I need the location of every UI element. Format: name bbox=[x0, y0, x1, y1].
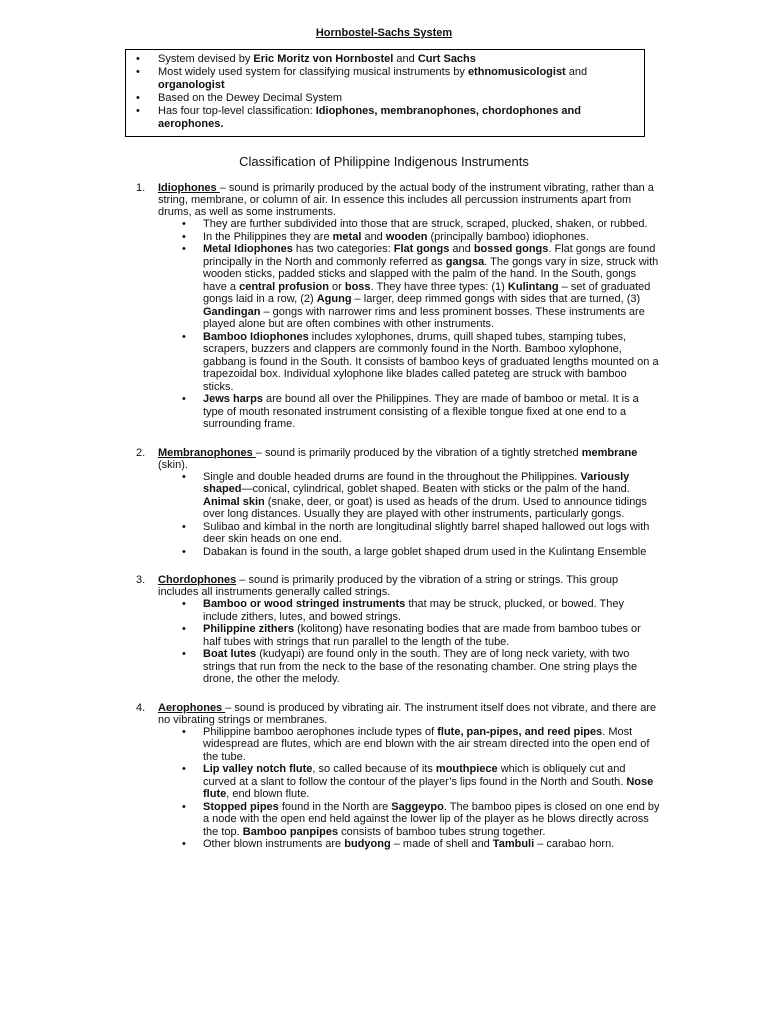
summary-item bbox=[130, 105, 638, 131]
bold-text: Philippine zithers bbox=[203, 623, 295, 635]
bold-text: Saggeypo bbox=[391, 800, 444, 813]
text-span: , end blown flute. bbox=[226, 788, 310, 800]
bold-text: Stopped pipes bbox=[203, 800, 279, 813]
bullet-icon: • bbox=[182, 648, 186, 660]
bullet-item bbox=[130, 471, 660, 521]
text-span: Philippine bamboo aerophones include types of bbox=[203, 725, 438, 738]
text-span: that may be struck, plucked, or bowed. They include zithers, lutes, and bowed strings. bbox=[203, 598, 624, 623]
section-number: 2. bbox=[136, 446, 146, 459]
text-span: They are further subdivided into those that are struck, scraped, plucked, shaken, or rubbed. bbox=[203, 218, 648, 230]
bullet-item bbox=[130, 648, 660, 686]
bold-text: Boat lutes bbox=[203, 648, 257, 660]
bullet-item bbox=[130, 521, 660, 546]
text-span: includes xylophones, drums, quill shaped tubes, stamping tubes, scrapers, buzzers and clappers are commonly found in the North. Bamboo xylophone, gabbang is found in the South. It consists of bamboo keys of graduated lengths mounted on a trapezoidal box. Individual xylophone like blades called pateteg are struck with bamboo sticks. bbox=[203, 330, 659, 393]
bullet-item bbox=[130, 231, 660, 244]
bullet-icon: • bbox=[182, 545, 186, 558]
bullet-list bbox=[130, 598, 660, 686]
text-span: – carabao horn. bbox=[534, 838, 615, 850]
section-term: Membranophones bbox=[158, 446, 256, 459]
text-span: has two categories: bbox=[292, 243, 394, 255]
classification-section bbox=[130, 182, 660, 431]
bold-text: Tambuli bbox=[492, 838, 535, 850]
text-span: System devised by bbox=[158, 53, 254, 65]
term-dash: – bbox=[236, 574, 246, 586]
bold-text: wooden bbox=[385, 230, 428, 243]
bold-text: Bamboo Idiophones bbox=[203, 330, 309, 343]
bullet-icon: • bbox=[182, 800, 186, 813]
text-span: which is obliquely cut and curved at a slant to follow the contour of the player’s lips found in the North and South. bbox=[203, 763, 627, 788]
bold-text: flute, pan-pipes, and reed pipes bbox=[437, 725, 603, 738]
text-span: Other blown instruments are bbox=[203, 838, 345, 850]
bullet-icon: • bbox=[182, 470, 186, 483]
text-span: . Most widespread are flutes, which are end blown with the air stream directed into the open end of the tube. bbox=[203, 725, 650, 763]
bullet-icon: • bbox=[136, 92, 140, 104]
bold-text: Animal skin bbox=[203, 495, 265, 508]
classification-list bbox=[130, 182, 660, 867]
text-span: Sulibao and kimbal in the north are longitudinal slightly barrel shaped hallowed out logs with deer skin heads on one end. bbox=[203, 520, 650, 545]
bold-text: Metal Idiophones bbox=[203, 243, 293, 255]
bold-text: bossed gongs bbox=[473, 243, 549, 255]
section-definition-text: sound is primarily produced by the vibration of a tightly stretched bbox=[261, 446, 582, 459]
bold-text: Kulintang bbox=[507, 280, 559, 293]
summary-item bbox=[130, 66, 638, 92]
text-span: . The gongs vary in size, struck with wooden sticks, padded sticks and slapped with the palm of the hand. In the South, gongs have a bbox=[203, 255, 659, 293]
section-definition-tail: (skin). bbox=[158, 458, 188, 471]
term-dash: – bbox=[255, 446, 262, 459]
bullet-icon: • bbox=[182, 838, 186, 850]
section-definition bbox=[130, 702, 660, 726]
bullet-item bbox=[130, 546, 660, 559]
bullet-item bbox=[130, 801, 660, 839]
classification-section bbox=[130, 702, 660, 851]
text-span: . The bamboo pipes is closed on one end by a node with the open end held against the lower lip of the player as he blows directly across the top. bbox=[203, 800, 660, 838]
bullet-icon: • bbox=[182, 763, 186, 775]
bullet-list bbox=[130, 218, 660, 431]
bullet-icon: • bbox=[182, 598, 186, 610]
bold-text: metal bbox=[332, 230, 362, 243]
bold-text: membrane bbox=[581, 446, 638, 459]
text-span: and bbox=[361, 230, 386, 243]
bold-text: Flat gongs bbox=[393, 243, 450, 255]
text-span: and bbox=[393, 53, 418, 65]
bullet-icon: • bbox=[182, 623, 186, 635]
text-span: Dabakan is found in the south, a large goblet shaped drum used in the Kulintang Ensemble bbox=[203, 545, 647, 558]
text-span: (principally bamboo) idiophones. bbox=[427, 230, 589, 243]
section-heading: Classification of Philippine Indigenous Instruments bbox=[239, 154, 529, 169]
section-term: Idiophones bbox=[158, 182, 220, 194]
section-definition-text: sound is primarily produced by the vibration of a string or strings. This group includes all instruments generally called strings. bbox=[158, 574, 619, 598]
bold-text: Lip valley notch flute bbox=[203, 763, 313, 775]
summary-list bbox=[130, 53, 638, 131]
bold-text: ethnomusicologist bbox=[467, 66, 566, 78]
bold-text: Agung bbox=[316, 293, 352, 305]
term-dash: – bbox=[219, 182, 226, 194]
text-span: Based on the Dewey Decimal System bbox=[158, 92, 343, 104]
classification-section bbox=[130, 574, 660, 686]
section-number: 3. bbox=[136, 574, 146, 586]
text-span: In the Philippines they are bbox=[203, 230, 333, 243]
bullet-list bbox=[130, 471, 660, 559]
bullet-item bbox=[130, 393, 660, 431]
text-span: (kolitong) have resonating bodies that are made from bamboo tubes or half tubes with strings that run parallel to the length of the tube. bbox=[203, 623, 641, 648]
text-span: Has four top-level classification: bbox=[158, 105, 316, 117]
bold-text: Idiophones, membranophones, chordophones and aerophones. bbox=[158, 105, 581, 130]
summary-item bbox=[130, 92, 638, 105]
bullet-icon: • bbox=[182, 243, 186, 255]
section-number: 4. bbox=[136, 701, 146, 714]
bold-text: boss bbox=[344, 280, 371, 293]
bold-text: Curt Sachs bbox=[417, 53, 476, 65]
bullet-icon: • bbox=[182, 725, 186, 738]
page-title: Hornbostel-Sachs System bbox=[315, 27, 453, 39]
text-span: and bbox=[449, 243, 474, 255]
bullet-icon: • bbox=[136, 66, 140, 78]
section-definition bbox=[130, 182, 660, 218]
section-term: Chordophones bbox=[158, 574, 237, 586]
bullet-icon: • bbox=[182, 218, 186, 230]
text-span: – made of shell and bbox=[390, 838, 493, 850]
bullet-icon: • bbox=[182, 230, 186, 243]
bullet-item bbox=[130, 763, 660, 801]
text-span: and bbox=[565, 66, 588, 78]
text-span: (kudyapi) are found only in the south. They are of long neck variety, with two strings that run from the neck to the base of the resonating chamber. One string plays the drone, the other the melody. bbox=[203, 648, 638, 685]
text-span: found in the North are bbox=[278, 800, 392, 813]
bold-text: Nose flute bbox=[203, 775, 654, 800]
bold-text: Jews harps bbox=[203, 393, 263, 405]
bullet-item bbox=[130, 623, 660, 648]
text-span: (snake, deer, or goat) is used as heads of the drum. Used to announce tidings over long distances. Usually they are played with other instruments, particularly gongs. bbox=[203, 495, 647, 520]
bullet-icon: • bbox=[182, 330, 186, 343]
bullet-icon: • bbox=[182, 393, 186, 405]
bold-text: Gandingan bbox=[203, 305, 261, 318]
bold-text: Variously shaped bbox=[203, 470, 630, 495]
bold-text: central profusion bbox=[239, 280, 329, 293]
bold-text: budyong bbox=[344, 838, 391, 850]
bold-text: organologist bbox=[158, 79, 225, 91]
section-definition-text: sound is primarily produced by the actual body of the instrument vibrating, rather than a string, membrane, or column of air. In essence this includes all percussion instruments apart from drums, as well as some instruments. bbox=[158, 182, 654, 218]
bold-text: gangsa bbox=[445, 255, 485, 268]
bold-text: Bamboo panpipes bbox=[242, 825, 339, 838]
bold-text: Bamboo or wood stringed instruments bbox=[203, 598, 406, 610]
text-span: —conical, cylindrical, goblet shaped. Beaten with sticks or the palm of the hand. bbox=[241, 483, 630, 495]
section-definition bbox=[130, 447, 660, 471]
bullet-icon: • bbox=[136, 105, 140, 117]
section-definition-text: sound is produced by vibrating air. The instrument itself does not vibrate, and there are no vibrating strings or membranes. bbox=[158, 701, 657, 726]
text-span: – larger, deep rimmed gongs with sides that are turned, (3) bbox=[351, 293, 641, 305]
text-span: consists of bamboo tubes strung together. bbox=[338, 825, 546, 838]
summary-item bbox=[130, 53, 638, 66]
bullet-item bbox=[130, 331, 660, 394]
term-dash: – bbox=[225, 701, 232, 714]
text-span: , so called because of its bbox=[312, 763, 436, 775]
classification-section bbox=[130, 447, 660, 559]
bullet-icon: • bbox=[136, 53, 140, 65]
text-span: Single and double headed drums are found in the throughout the Philippines. bbox=[203, 470, 581, 483]
section-definition bbox=[130, 574, 660, 598]
bullet-item bbox=[130, 243, 660, 331]
text-span: Most widely used system for classifying musical instruments by bbox=[158, 66, 468, 78]
bullet-item bbox=[130, 726, 660, 764]
bold-text: mouthpiece bbox=[435, 763, 498, 775]
text-span: . Flat gongs are found principally in the North and commonly referred as bbox=[203, 243, 656, 268]
text-span: – gongs with narrower rims and less prominent bosses. These instruments are played alone but are often combines with other instruments. bbox=[203, 305, 645, 330]
bullet-item bbox=[130, 838, 660, 851]
bullet-list bbox=[130, 726, 660, 851]
text-span: are bound all over the Philippines. They are made of bamboo or metal. It is a type of mouth resonated instrument consisting of a flexible tongue fixed at one end to a surrounding frame. bbox=[203, 393, 639, 430]
section-number: 1. bbox=[136, 182, 146, 194]
text-span: – set of graduated gongs laid in a row, (2) bbox=[203, 280, 651, 305]
bullet-item bbox=[130, 218, 660, 231]
text-span: . They have three types: (1) bbox=[370, 280, 508, 293]
bullet-item bbox=[130, 598, 660, 623]
bullet-icon: • bbox=[182, 520, 186, 533]
summary-box bbox=[125, 49, 645, 137]
section-term: Aerophones bbox=[158, 701, 226, 714]
text-span: or bbox=[328, 280, 345, 293]
bold-text: Eric Moritz von Hornbostel bbox=[253, 53, 394, 65]
